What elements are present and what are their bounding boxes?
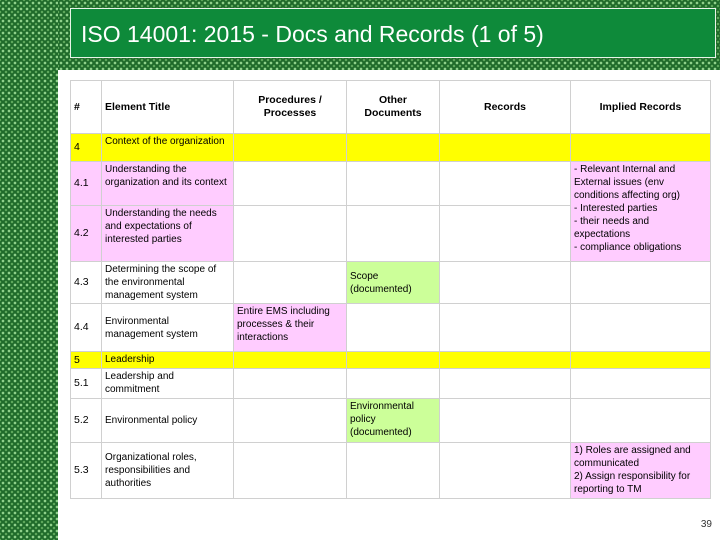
header-element-title: Element Title: [102, 81, 234, 134]
row-implied: - Relevant Internal and External issues (env conditions affecting org) - Interested parties - their needs and expectations - compliance obligations: [571, 162, 711, 262]
row-number: 5.2: [71, 399, 102, 443]
table-row: [71, 443, 711, 499]
row-number: 4.4: [71, 304, 102, 352]
row-implied: [571, 304, 711, 352]
row-records: [440, 399, 571, 443]
row-other-docs: [347, 134, 440, 162]
row-title: Understanding the needs and expectations of interested parties: [102, 206, 234, 262]
records-table-container: [70, 80, 710, 497]
row-procedures: [234, 399, 347, 443]
row-implied: [571, 134, 711, 162]
row-other-docs: Scope (documented): [347, 262, 440, 304]
row-implied: [571, 262, 711, 304]
header-other-documents: Other Documents: [347, 81, 440, 134]
row-procedures: [234, 369, 347, 399]
row-records: [440, 134, 571, 162]
row-other-docs: Environmental policy (documented): [347, 399, 440, 443]
table-row: [71, 304, 711, 352]
row-number: 4.3: [71, 262, 102, 304]
row-title: Organizational roles, responsibilities and authorities: [102, 443, 234, 499]
row-title: Understanding the organization and its context: [102, 162, 234, 206]
row-implied: [571, 352, 711, 369]
row-records: [440, 304, 571, 352]
row-records: [440, 262, 571, 304]
row-procedures: [234, 162, 347, 206]
row-records: [440, 162, 571, 206]
row-number: 5: [71, 352, 102, 369]
table-row: [71, 369, 711, 399]
row-implied: 1) Roles are assigned and communicated 2) Assign responsibility for reporting to TM: [571, 443, 711, 499]
row-other-docs: [347, 304, 440, 352]
table-row: [71, 162, 711, 206]
row-other-docs: [347, 443, 440, 499]
row-records: [440, 443, 571, 499]
row-records: [440, 206, 571, 262]
row-title: Context of the organization: [102, 134, 234, 162]
row-title: Environmental policy: [102, 399, 234, 443]
table-row: [71, 399, 711, 443]
header-implied-records: Implied Records: [571, 81, 711, 134]
row-implied: [571, 369, 711, 399]
header-records: Records: [440, 81, 571, 134]
slide-title: ISO 14001: 2015 - Docs and Records (1 of 5): [81, 21, 544, 47]
row-title: Determining the scope of the environmental management system: [102, 262, 234, 304]
title-bar: [70, 8, 716, 58]
row-other-docs: [347, 352, 440, 369]
row-title: Leadership: [102, 352, 234, 369]
row-implied: [571, 399, 711, 443]
row-number: 4.2: [71, 206, 102, 262]
row-procedures: [234, 206, 347, 262]
row-procedures: Entire EMS including processes & their interactions: [234, 304, 347, 352]
row-records: [440, 369, 571, 399]
row-procedures: [234, 262, 347, 304]
table-row: [71, 134, 711, 162]
page-number: 39: [700, 519, 712, 530]
table-row: [71, 262, 711, 304]
row-records: [440, 352, 571, 369]
row-other-docs: [347, 162, 440, 206]
row-other-docs: [347, 206, 440, 262]
row-number: 5.3: [71, 443, 102, 499]
decorative-side-strip: [0, 0, 58, 540]
table-header-row: [71, 81, 711, 134]
header-procedures: Procedures / Processes: [234, 81, 347, 134]
row-other-docs: [347, 369, 440, 399]
table-row: [71, 352, 711, 369]
row-number: 5.1: [71, 369, 102, 399]
row-procedures: [234, 134, 347, 162]
records-table: [70, 80, 711, 499]
row-procedures: [234, 352, 347, 369]
header-number: #: [71, 81, 102, 134]
row-number: 4.1: [71, 162, 102, 206]
row-procedures: [234, 443, 347, 499]
row-number: 4: [71, 134, 102, 162]
row-title: Environmental management system: [102, 304, 234, 352]
row-title: Leadership and commitment: [102, 369, 234, 399]
